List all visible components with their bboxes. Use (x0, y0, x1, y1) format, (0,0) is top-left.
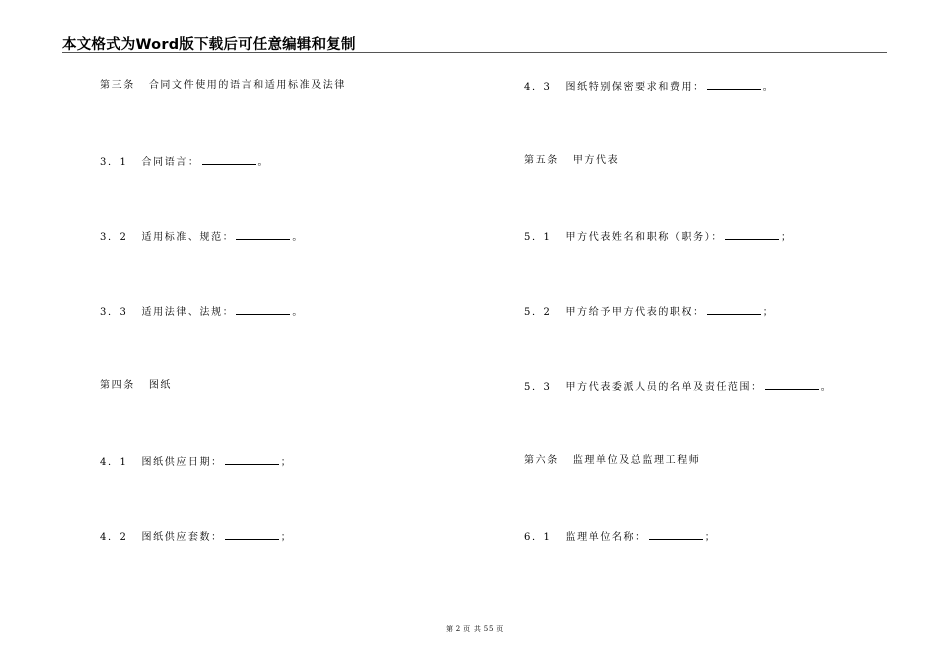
clause-5-1 (524, 230, 793, 244)
clause-label: 3．2 (100, 232, 128, 243)
clause-text: 图纸 (148, 380, 173, 391)
clause-label: 3．3 (100, 307, 128, 318)
total-pages: 55 (483, 625, 495, 633)
clause-suffix: 。 (820, 382, 833, 393)
clause-label: 第五条 (524, 155, 559, 166)
fill-in-blank[interactable] (236, 305, 290, 315)
document-header-title: 本文格式为Word版下载后可任意编辑和复制 (62, 37, 356, 53)
clause-label: 6．1 (524, 532, 552, 543)
clause-suffix: 。 (292, 232, 304, 243)
fill-in-blank[interactable] (725, 230, 779, 240)
article-5-heading (524, 155, 619, 167)
clause-text: 甲方给予甲方代表的职权： (565, 307, 705, 318)
clause-text: 甲方代表委派人员的名单及责任范围： (565, 382, 763, 393)
footer-prefix: 第 (445, 625, 454, 633)
clause-3-2 (100, 230, 304, 244)
clause-text: 图纸特别保密要求和费用： (565, 82, 705, 93)
clause-suffix: 。 (292, 307, 304, 318)
footer-suffix: 页 (496, 625, 505, 633)
clause-suffix: ； (280, 532, 293, 543)
clause-label: 5．3 (524, 382, 552, 393)
clause-label: 3．1 (100, 157, 128, 168)
clause-label: 5．2 (524, 307, 552, 318)
clause-4-3 (524, 80, 774, 94)
header-divider (62, 52, 887, 53)
clause-4-1 (100, 455, 292, 469)
fill-in-blank[interactable] (236, 230, 290, 240)
footer-mid: 页 共 (463, 625, 482, 633)
clause-label: 第四条 (100, 380, 135, 391)
clause-text: 监理单位及总监理工程师 (572, 455, 701, 466)
fill-in-blank[interactable] (707, 80, 761, 90)
clause-label: 4．2 (100, 532, 128, 543)
clause-6-1 (524, 530, 716, 544)
article-4-heading (100, 380, 172, 392)
clause-label: 4．3 (524, 82, 552, 93)
clause-5-2 (524, 305, 774, 319)
article-3-heading (100, 80, 346, 92)
clause-label: 5．1 (524, 232, 552, 243)
clause-label: 4．1 (100, 457, 128, 468)
fill-in-blank[interactable] (225, 530, 279, 540)
clause-4-2 (100, 530, 292, 544)
clause-text: 图纸供应日期： (141, 457, 223, 468)
clause-3-1 (100, 155, 269, 169)
clause-suffix: ； (762, 307, 775, 318)
clause-text: 合同语言： (141, 157, 200, 168)
clause-suffix: ； (704, 532, 717, 543)
page-number: 2 (455, 625, 462, 633)
clause-suffix: ； (780, 232, 793, 243)
clause-text: 甲方代表姓名和职称（职务）： (565, 232, 723, 243)
page-footer (0, 624, 950, 634)
clause-text: 适用法律、法规： (141, 307, 235, 318)
fill-in-blank[interactable] (202, 155, 256, 165)
clause-suffix: ； (280, 457, 293, 468)
fill-in-blank[interactable] (765, 380, 819, 390)
clause-3-3 (100, 305, 304, 319)
clause-text: 甲方代表 (572, 155, 620, 166)
article-6-heading (524, 455, 700, 467)
clause-text: 监理单位名称： (565, 532, 647, 543)
clause-label: 第三条 (100, 80, 135, 91)
clause-suffix: 。 (257, 157, 270, 168)
clause-label: 第六条 (524, 455, 559, 466)
clause-5-3 (524, 380, 832, 394)
clause-text: 合同文件使用的语言和适用标准及法律 (148, 80, 347, 91)
fill-in-blank[interactable] (225, 455, 279, 465)
fill-in-blank[interactable] (707, 305, 761, 315)
clause-text: 图纸供应套数： (141, 532, 223, 543)
clause-text: 适用标准、规范： (141, 232, 235, 243)
fill-in-blank[interactable] (649, 530, 703, 540)
clause-suffix: 。 (762, 82, 775, 93)
